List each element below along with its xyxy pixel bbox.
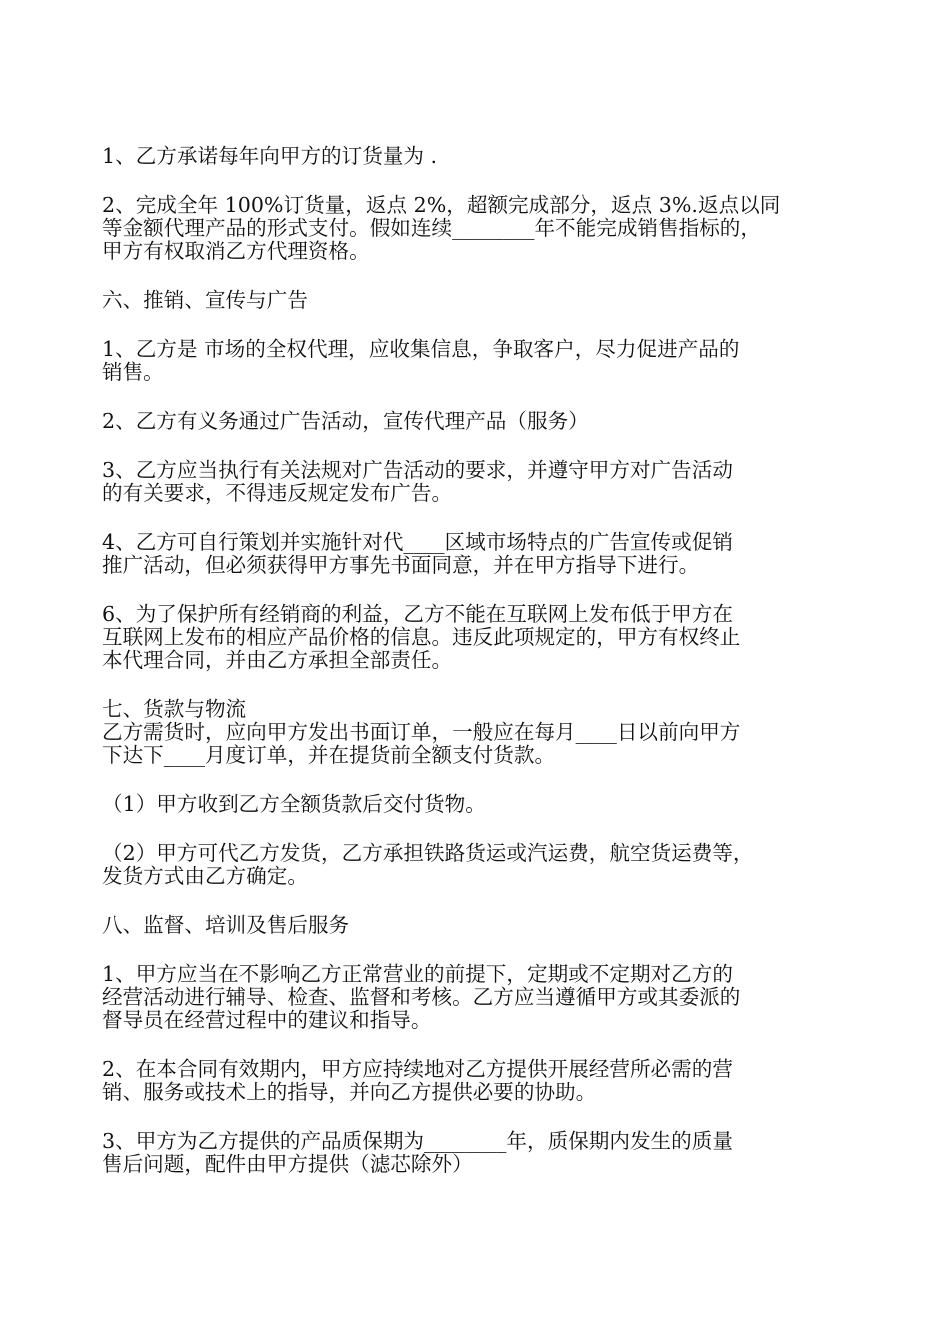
- text-line: （1）甲方收到乙方全额货款后交付货物。: [102, 792, 486, 816]
- text-line: 下达下____月度订单，并在提货前全额支付货款。: [102, 743, 556, 767]
- text-line: 乙方需货时，应向甲方发出书面订单，一般应在每月____日以前向甲方: [102, 720, 741, 744]
- section-heading-promotion: [102, 289, 862, 312]
- text-line: 2、完成全年 100%订货量，返点 2%，超额完成部分，返点 3%.返点以同: [102, 193, 781, 217]
- paragraph-delivery-2: [102, 842, 862, 888]
- section-heading: 八、监督、培训及售后服务: [102, 913, 350, 937]
- section-heading: 七、货款与物流: [102, 697, 247, 721]
- section-heading-payment-logistics: [102, 698, 862, 721]
- text-line: 6、为了保护所有经销商的利益，乙方不能在互联网上发布低于甲方在: [102, 602, 733, 626]
- text-line: 1、乙方承诺每年向甲方的订货量为 .: [102, 144, 438, 168]
- paragraph-market-agency: [102, 338, 862, 384]
- text-line: 推广活动，但必须获得甲方事先书面同意，并在甲方指导下进行。: [102, 553, 700, 577]
- paragraph-ordering: [102, 721, 862, 767]
- paragraph-rebate: [102, 194, 862, 263]
- paragraph-order-volume: [102, 145, 862, 168]
- text-line: 等金额代理产品的形式支付。假如连续________年不能完成销售指标的，: [102, 216, 761, 240]
- text-line: 1、甲方应当在不影响乙方正常营业的前提下，定期或不定期对乙方的: [102, 962, 733, 986]
- text-line: 经营活动进行辅导、检查、监督和考核。乙方应当遵循甲方或其委派的: [102, 985, 741, 1009]
- text-line: 1、乙方是 市场的全权代理，应收集信息，争取客户，尽力促进产品的: [102, 337, 740, 361]
- text-line: 2、乙方有义务通过广告活动，宣传代理产品（服务）: [102, 409, 589, 433]
- text-line: 销售。: [102, 360, 164, 384]
- section-heading-supervision: [102, 914, 862, 937]
- text-line: 3、乙方应当执行有关法规对广告活动的要求，并遵守甲方对广告活动: [102, 458, 733, 482]
- text-line: 互联网上发布的相应产品价格的信息。违反此项规定的，甲方有权终止: [102, 625, 741, 649]
- paragraph-internet-pricing: [102, 603, 862, 672]
- text-line: （2）甲方可代乙方发货，乙方承担铁路货运或汽运费，航空货运费等，: [102, 841, 754, 865]
- paragraph-supervision: [102, 963, 862, 1032]
- text-line: 4、乙方可自行策划并实施针对代____区域市场特点的广告宣传或促销: [102, 530, 733, 554]
- text-line: 督导员在经营过程中的建议和指导。: [102, 1008, 432, 1032]
- text-line: 的有关要求，不得违反规定发布广告。: [102, 481, 453, 505]
- section-heading: 六、推销、宣传与广告: [102, 288, 308, 312]
- paragraph-regional-promotion: [102, 531, 862, 577]
- text-line: 2、在本合同有效期内，甲方应持续地对乙方提供开展经营所必需的营: [102, 1057, 733, 1081]
- text-line: 售后问题，配件由甲方提供（滤芯除外）: [102, 1152, 473, 1176]
- text-line: 发货方式由乙方确定。: [102, 864, 308, 888]
- text-line: 甲方有权取消乙方代理资格。: [102, 239, 370, 263]
- document-body: [102, 145, 862, 1202]
- paragraph-advertising-regulations: [102, 459, 862, 505]
- paragraph-guidance: [102, 1058, 862, 1104]
- text-line: 销、服务或技术上的指导，并向乙方提供必要的协助。: [102, 1080, 597, 1104]
- paragraph-delivery-1: [102, 793, 862, 816]
- paragraph-warranty: [102, 1130, 862, 1176]
- paragraph-advertising-duty: [102, 410, 862, 433]
- text-line: 本代理合同，并由乙方承担全部责任。: [102, 648, 453, 672]
- text-line: 3、甲方为乙方提供的产品质保期为________年，质保期内发生的质量: [102, 1129, 733, 1153]
